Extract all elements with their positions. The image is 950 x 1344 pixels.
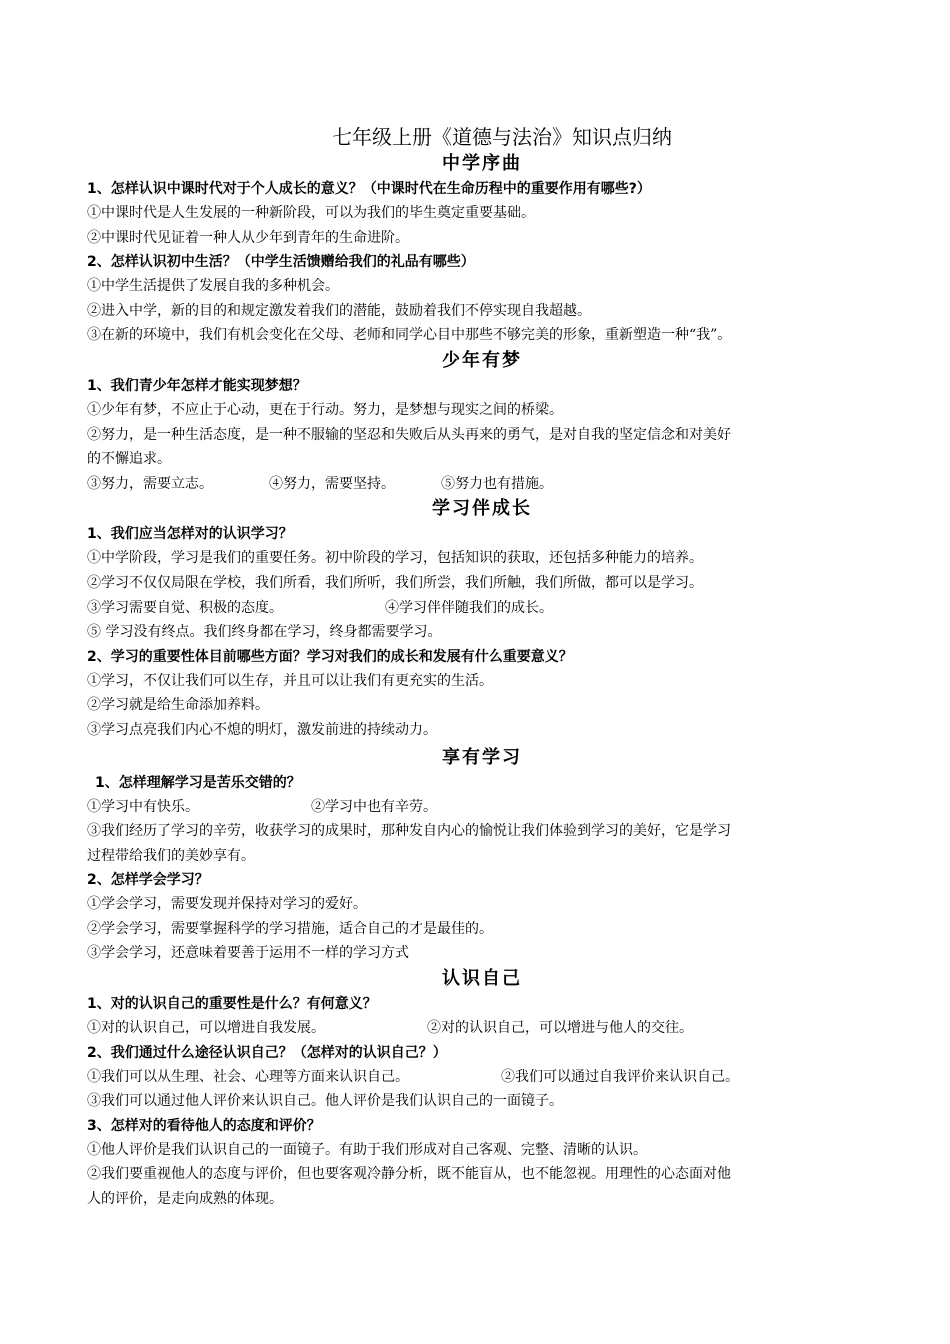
answer-point-continued: 人的评价，是走向成熟的体现。 xyxy=(87,1191,283,1208)
answer-point: ②学习不仅仅局限在学校，我们所看，我们所听，我们所尝，我们所触，我们所做，都可以是学习。 xyxy=(87,574,703,591)
document-title: 七年级上册《道德与法治》知识点归纳 xyxy=(332,125,672,149)
answer-point: ⑤努力也有措施。 xyxy=(441,475,553,492)
answer-row xyxy=(87,1016,877,1041)
answer-point: ①我们可以从生理、社会、心理等方面来认识自己。 xyxy=(87,1068,409,1085)
question: 3、怎样对的看待他人的态度和评价？ xyxy=(87,1117,321,1134)
section-title: 学习伴成长 xyxy=(432,498,532,520)
answer-point: ③学会学习，还意味着要善于运用不一样的学习方式 xyxy=(87,945,409,962)
question: 1、怎样认识中课时代对于个人成长的意义？（中课时代在生命历程中的重要作用有哪些?） xyxy=(87,181,651,197)
answer-point: ②学习就是给生命添加养料。 xyxy=(87,697,269,714)
question: 1、我们青少年怎样才能实现梦想？ xyxy=(87,377,307,394)
question: 2、我们通过什么途径认识自己？（怎样对的认识自己？） xyxy=(87,1044,447,1061)
answer-row xyxy=(87,596,877,621)
answer-point: ②我们要重视他人的态度与评价，但也要客观冷静分析，既不能盲从，也不能忽视。用理性的心态面对他 xyxy=(87,1166,731,1183)
answer-point: ①他人评价是我们认识自己的一面镜子。有助于我们形成对自己客观、完整、清晰的认识。 xyxy=(87,1141,647,1158)
answer-point: ③我们经历了学习的辛劳，收获学习的成果时，那种发自内心的愉悦让我们体验到学习的美好，它是学习 xyxy=(87,823,731,840)
answer-row xyxy=(87,472,877,497)
question: 1、对的认识自己的重要性是什么？有何意义？ xyxy=(87,996,377,1013)
document-content xyxy=(87,123,877,1212)
question: 2、怎样学会学习？ xyxy=(87,872,209,889)
answer-point: ⑤ 学习没有终点。我们终身都在学习，终身都需要学习。 xyxy=(87,624,442,641)
answer-point: ①中课时代是人生发展的一种新阶段，可以为我们的毕生奠定重要基础。 xyxy=(87,205,535,221)
section-title: 少年有梦 xyxy=(442,349,522,371)
answer-point: ①少年有梦，不应止于心动，更在于行动。努力，是梦想与现实之间的桥梁。 xyxy=(87,401,563,418)
answer-point: ②进入中学，新的目的和规定激发着我们的潜能，鼓励着我们不停实现自我超越。 xyxy=(87,302,591,319)
answer-point: ①中学阶段，学习是我们的重要任务。初中阶段的学习，包括知识的获取，还包括多种能力的培养。 xyxy=(87,550,703,567)
answer-row xyxy=(87,795,877,820)
answer-point: ④努力，需要坚持。 xyxy=(269,475,395,492)
question: 2、学习的重要性体目前哪些方面？学习对我们的成长和发展有什么重要意义？ xyxy=(87,648,573,665)
answer-point: ②学习中也有辛劳。 xyxy=(311,798,437,815)
answer-point: ④学习伴伴随我们的成长。 xyxy=(385,599,553,616)
answer-point-continued: 过程带给我们的美妙享有。 xyxy=(87,847,255,864)
answer-point: ①中学生活提供了发展自我的多种机会。 xyxy=(87,278,339,295)
answer-point: ②我们可以通过自我评价来认识自己。 xyxy=(501,1068,739,1085)
answer-point: ③我们可以通过他人评价来认识自己。他人评价是我们认识自己的一面镜子。 xyxy=(87,1093,563,1110)
question: 1、我们应当怎样对的认识学习？ xyxy=(87,526,293,543)
answer-point: ③学习点亮我们内心不熄的明灯，激发前进的持续动力。 xyxy=(87,721,437,738)
answer-point: ①对的认识自己，可以增进自我发展。 xyxy=(87,1020,325,1037)
section-title: 享有学习 xyxy=(442,746,522,768)
question: 1、怎样理解学习是苦乐交错的？ xyxy=(95,774,301,791)
question: 2、怎样认识初中生活？（中学生活馈赠给我们的礼品有哪些） xyxy=(87,254,475,271)
answer-point: ②努力，是一种生活态度，是一种不服输的坚忍和失败后从头再来的勇气，是对自我的坚定信念和对美好 xyxy=(87,426,731,443)
answer-point: ③学习需要自觉、积极的态度。 xyxy=(87,599,283,616)
answer-point: ②对的认识自己，可以增进与他人的交往。 xyxy=(427,1020,693,1037)
section-title: 中学序曲 xyxy=(442,153,522,174)
answer-point-continued: 的不懈追求。 xyxy=(87,451,171,468)
answer-point: ③在新的环境中，我们有机会变化在父母、老师和同学心目中那些不够完美的形象，重新塑造一种“我”。 xyxy=(87,327,732,344)
answer-point: ①学习中有快乐。 xyxy=(87,798,199,815)
section-title: 认识自己 xyxy=(442,968,522,990)
answer-point: ②学会学习，需要掌握科学的学习措施，适合自己的才是最佳的。 xyxy=(87,920,493,937)
answer-point: ③努力，需要立志。 xyxy=(87,475,213,492)
answer-point: ①学习，不仅让我们可以生存，并且可以让我们有更充实的生活。 xyxy=(87,672,493,689)
answer-row xyxy=(87,1065,877,1090)
answer-point: ②中课时代见证着一种人从少年到青年的生命进阶。 xyxy=(87,229,409,246)
answer-point: ①学会学习，需要发现并保持对学习的爱好。 xyxy=(87,896,367,913)
